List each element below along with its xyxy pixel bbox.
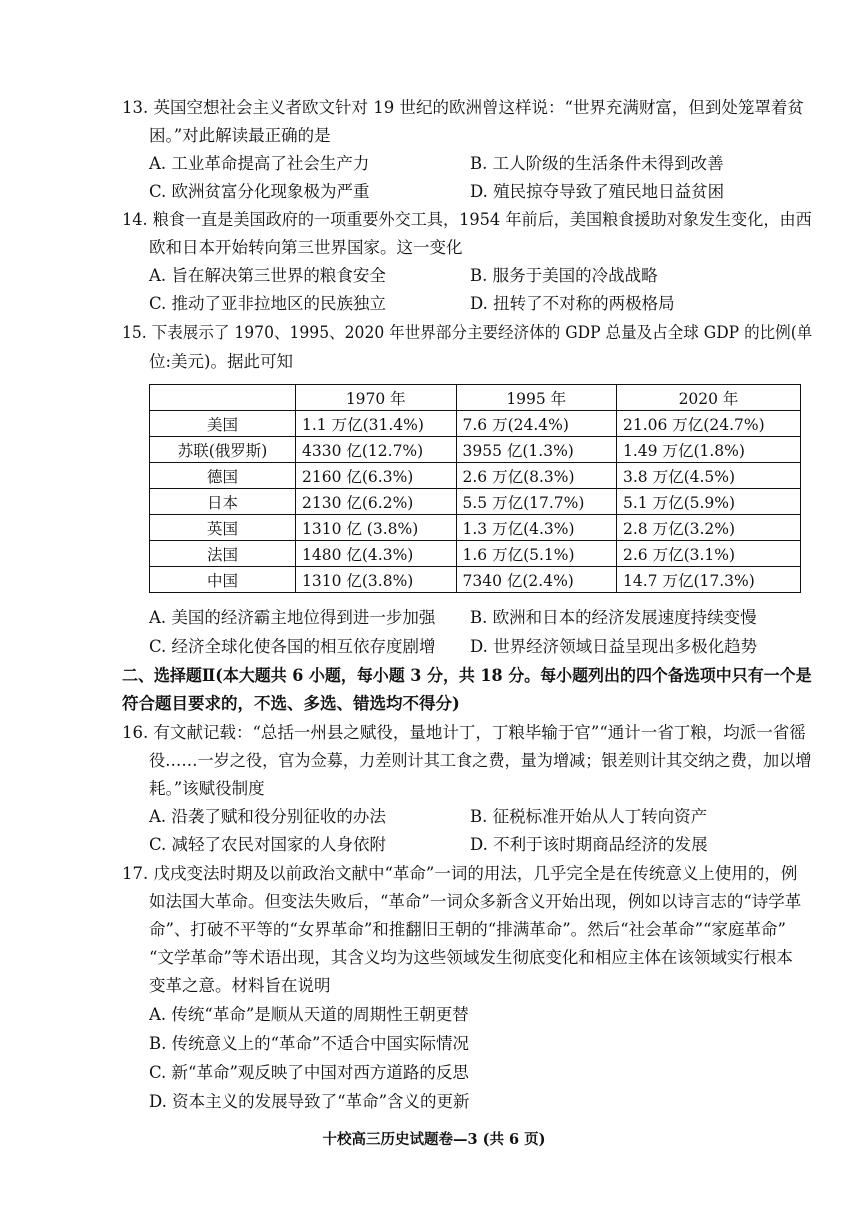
q13-option-d: D. 殖民掠夺导致了殖民地日益贫困 [470, 182, 725, 201]
table-cell-country: 苏联(俄罗斯) [150, 437, 296, 463]
table-cell: 1.49 万亿(1.8%) [617, 437, 801, 463]
table-cell: 3955 亿(1.3%) [456, 437, 617, 463]
table-cell: 1310 亿 (3.8%) [296, 515, 457, 541]
table-cell: 2.6 万亿(8.3%) [456, 463, 617, 489]
table-header-corner [150, 385, 296, 411]
table-cell: 1.3 万亿(4.3%) [456, 515, 617, 541]
table-header-1995: 1995 年 [456, 385, 617, 411]
q16-stem-line3: 耗。”该赋役制度 [149, 779, 265, 798]
q14-stem-line1: 14. 粮食一直是美国政府的一项重要外交工具，1954 年前后，美国粮食援助对象发生变化，由西 [122, 210, 812, 229]
table-header-1970: 1970 年 [296, 385, 457, 411]
q13-stem-line1: 13. 英国空想社会主义者欧文针对 19 世纪的欧洲曾这样说：“世界充满财富，但到处笼罩着贫 [122, 98, 804, 117]
q15-stem-line2: 位:美元)。据此可知 [149, 352, 293, 371]
q15-option-a: A. 美国的经济霸主地位得到进一步加强 [149, 608, 436, 627]
q17-option-a: A. 传统“革命”是顺从天道的周期性王朝更替 [149, 1005, 469, 1024]
table-cell: 7.6 万(24.4%) [456, 411, 617, 437]
q16-option-c: C. 减轻了农民对国家的人身依附 [149, 835, 387, 854]
q15-option-b: B. 欧洲和日本的经济发展速度持续变慢 [470, 608, 757, 627]
q15-stem-line1: 15. 下表展示了 1970、1995、2020 年世界部分主要经济体的 GDP 总量及占全球 GDP 的比例(单 [122, 323, 813, 342]
q14-option-d: D. 扭转了不对称的两极格局 [470, 294, 675, 313]
table-cell: 1.1 万亿(31.4%) [296, 411, 457, 437]
table-cell: 1.6 万亿(5.1%) [456, 541, 617, 567]
table-cell-country: 英国 [150, 515, 296, 541]
table-cell: 14.7 万亿(17.3%) [617, 567, 801, 593]
q17-stem-line4: “文学革命”等术语出现，其含义均为这些领域发生彻底变化和相应主体在该领域实行根本 [149, 948, 793, 967]
q13-option-c: C. 欧洲贫富分化现象极为严重 [149, 182, 370, 201]
gdp-table [149, 384, 801, 593]
table-cell: 21.06 万亿(24.7%) [617, 411, 801, 437]
q16-option-a: A. 沿袭了赋和役分别征收的办法 [149, 807, 386, 826]
q14-option-a: A. 旨在解决第三世界的粮食安全 [149, 266, 386, 285]
table-cell: 7340 亿(2.4%) [456, 567, 617, 593]
table-cell: 2160 亿(6.3%) [296, 463, 457, 489]
q17-option-d: D. 资本主义的发展导致了“革命”含义的更新 [149, 1092, 470, 1111]
q13-option-b: B. 工人阶级的生活条件未得到改善 [470, 154, 724, 173]
q14-stem-line2: 欧和日本开始转向第三世界国家。这一变化 [149, 238, 463, 257]
table-row [150, 567, 801, 593]
table-header-row [150, 385, 801, 411]
table-cell: 5.1 万亿(5.9%) [617, 489, 801, 515]
table-cell-country: 中国 [150, 567, 296, 593]
q17-stem-line2: 如法国大革命。但变法失败后，“革命”一词众多新含义开始出现，例如以诗言志的“诗学革 [149, 892, 802, 911]
q13-option-a: A. 工业革命提高了社会生产力 [149, 154, 370, 173]
section2-heading-line2: 符合题目要求的，不选、多选、错选均不得分) [122, 694, 460, 713]
table-cell-country: 美国 [150, 411, 296, 437]
q16-stem-line2: 役……一岁之役，官为佥募，力差则计其工食之费，量为增减；银差则计其交纳之费，加以增 [149, 751, 812, 770]
q15-option-c: C. 经济全球化使各国的相互依存度剧增 [149, 637, 436, 656]
page-footer: 十校高三历史试题卷—3 (共 6 页) [322, 1131, 546, 1148]
table-cell: 5.5 万亿(17.7%) [456, 489, 617, 515]
table-cell: 2.6 万亿(3.1%) [617, 541, 801, 567]
table-cell: 2130 亿(6.2%) [296, 489, 457, 515]
q16-stem-line1: 16. 有文献记载：“总括一州县之赋役，量地计丁，丁粮毕输于官”“通计一省丁粮，均派一省徭 [122, 723, 806, 742]
table-cell: 2.8 万亿(3.2%) [617, 515, 801, 541]
q17-stem-line5: 变革之意。材料旨在说明 [149, 976, 331, 995]
q16-option-d: D. 不利于该时期商品经济的发展 [470, 835, 708, 854]
table-row [150, 411, 801, 437]
q16-option-b: B. 征税标准开始从人丁转向资产 [470, 807, 708, 826]
table-cell-country: 德国 [150, 463, 296, 489]
table-row [150, 437, 801, 463]
table-row [150, 515, 801, 541]
table-row [150, 463, 801, 489]
section2-heading-line1: 二、选择题Ⅱ(本大题共 6 小题，每小题 3 分，共 18 分。每小题列出的四个备选项中只有一个是 [122, 666, 812, 685]
table-row [150, 541, 801, 567]
table-cell: 3.8 万亿(4.5%) [617, 463, 801, 489]
q17-stem-line1: 17. 戊戌变法时期及以前政治文献中“革命”一词的用法，几乎完全是在传统意义上使用的，例 [122, 864, 798, 883]
table-header-2020: 2020 年 [617, 385, 801, 411]
q13-stem-line2: 困。”对此解读最正确的是 [149, 126, 331, 145]
q17-option-b: B. 传统意义上的“革命”不适合中国实际情况 [149, 1034, 469, 1053]
q14-option-b: B. 服务于美国的冷战战略 [470, 266, 658, 285]
q15-option-d: D. 世界经济领域日益呈现出多极化趋势 [470, 637, 758, 656]
table-row [150, 489, 801, 515]
q17-option-c: C. 新“革命”观反映了中国对西方道路的反思 [149, 1063, 469, 1082]
table-cell: 4330 亿(12.7%) [296, 437, 457, 463]
table-cell: 1480 亿(4.3%) [296, 541, 457, 567]
q17-stem-line3: 命”、打破不平等的“女界革命”和推翻旧王朝的“排满革命”。然后“社会革命”“家庭革命” [149, 920, 786, 939]
table-cell: 1310 亿(3.8%) [296, 567, 457, 593]
q14-option-c: C. 推动了亚非拉地区的民族独立 [149, 294, 387, 313]
table-cell-country: 法国 [150, 541, 296, 567]
table-cell-country: 日本 [150, 489, 296, 515]
